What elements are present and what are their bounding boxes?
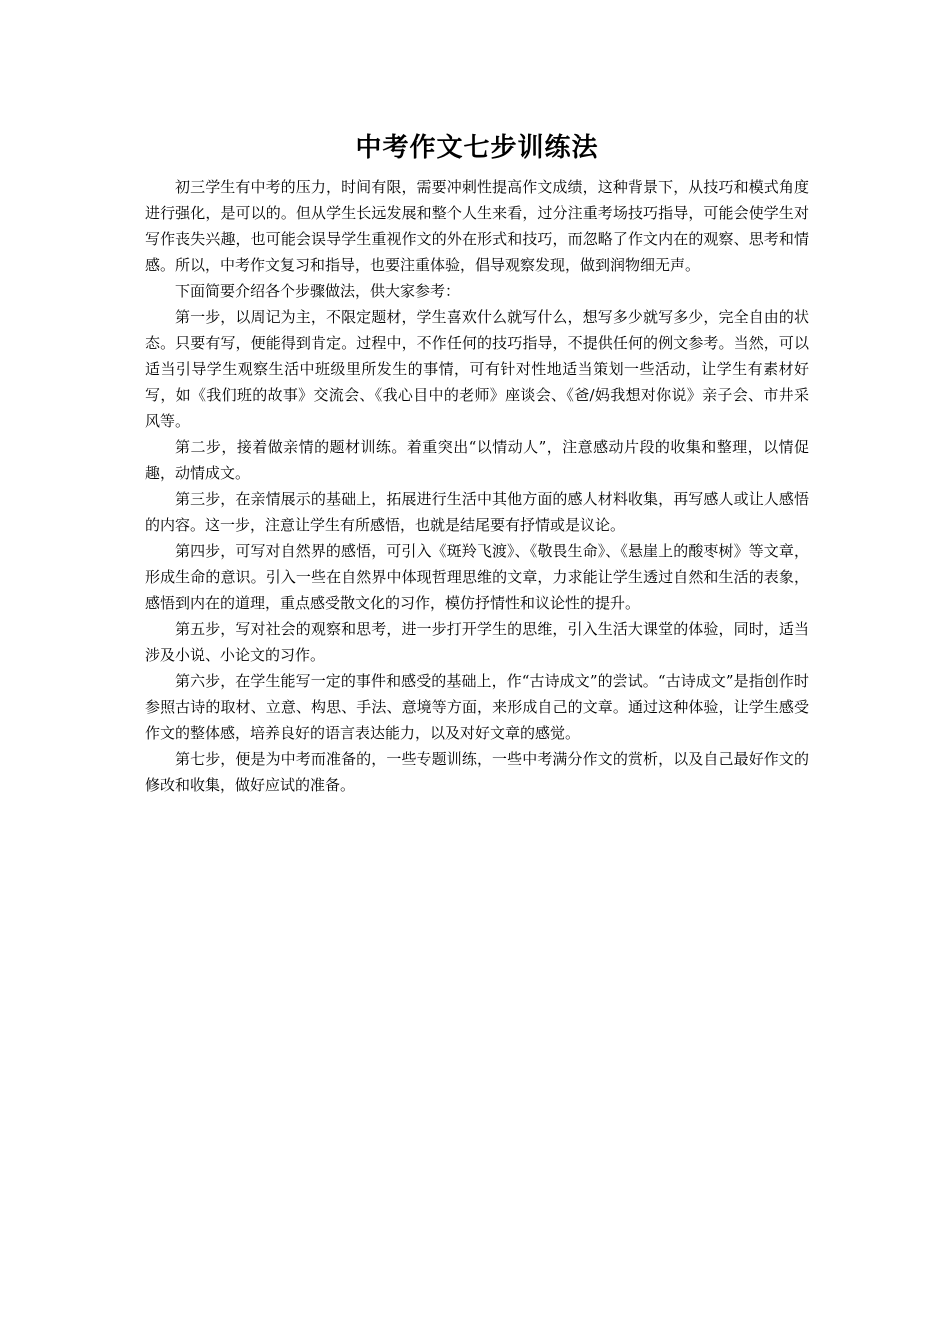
paragraph-step-1: 第一步，以周记为主，不限定题材，学生喜欢什么就写什么，想写多少就写多少，完全自由的状态。只要有写，便能得到肯定。过程中，不作任何的技巧指导，不提供任何的例文参考。当然，可以适当引导学生观察生活中班级里所发生的事情，可有针对性地适当策划一些活动，让学生有素材好写，如《我们班的故事》交流会、《我心目中的老师》座谈会、《爸/妈我想对你说》亲子会、市井采风等。 [145, 308, 809, 430]
paragraph-step-2: 第二步，接着做亲情的题材训练。着重突出“以情动人”，注意感动片段的收集和整理，以情促趣，动情成文。 [145, 438, 809, 482]
paragraph-step-6: 第六步，在学生能写一定的事件和感受的基础上，作“古诗成文”的尝试。“古诗成文”是指创作时参照古诗的取材、立意、构思、手法、意境等方面，来形成自己的文章。通过这种体验，让学生感受作文的整体感，培养良好的语言表达能力，以及对好文章的感觉。 [145, 672, 809, 742]
document-page [145, 130, 809, 798]
paragraph-intro: 初三学生有中考的压力，时间有限，需要冲刺性提高作文成绩，这种背景下，从技巧和模式角度进行强化，是可以的。但从学生长远发展和整个人生来看，过分注重考场技巧指导，可能会使学生对写作丧失兴趣，也可能会误导学生重视作文的外在形式和技巧，而忽略了作文内在的观察、思考和情感。所以，中考作文复习和指导，也要注重体验，倡导观察发现，做到润物细无声。 [145, 178, 809, 274]
paragraph-step-4: 第四步，可写对自然界的感悟，可引入《斑羚飞渡》、《敬畏生命》、《悬崖上的酸枣树》等文章，形成生命的意识。引入一些在自然界中体现哲理思维的文章，力求能让学生透过自然和生活的表象，感悟到内在的道理，重点感受散文化的习作，模仿抒情性和议论性的提升。 [145, 542, 809, 612]
paragraph-step-5: 第五步，写对社会的观察和思考，进一步打开学生的思维，引入生活大课堂的体验，同时，适当涉及小说、小论文的习作。 [145, 620, 809, 664]
document-title: 中考作文七步训练法 [355, 133, 599, 163]
paragraph-overview: 下面简要介绍各个步骤做法，供大家参考： [175, 282, 461, 300]
paragraph-step-3: 第三步，在亲情展示的基础上，拓展进行生活中其他方面的感人材料收集，再写感人或让人感悟的内容。这一步，注意让学生有所感悟，也就是结尾要有抒情或是议论。 [145, 490, 809, 534]
paragraph-step-7: 第七步，便是为中考而准备的，一些专题训练，一些中考满分作文的赏析，以及自己最好作文的修改和收集，做好应试的准备。 [145, 750, 809, 794]
